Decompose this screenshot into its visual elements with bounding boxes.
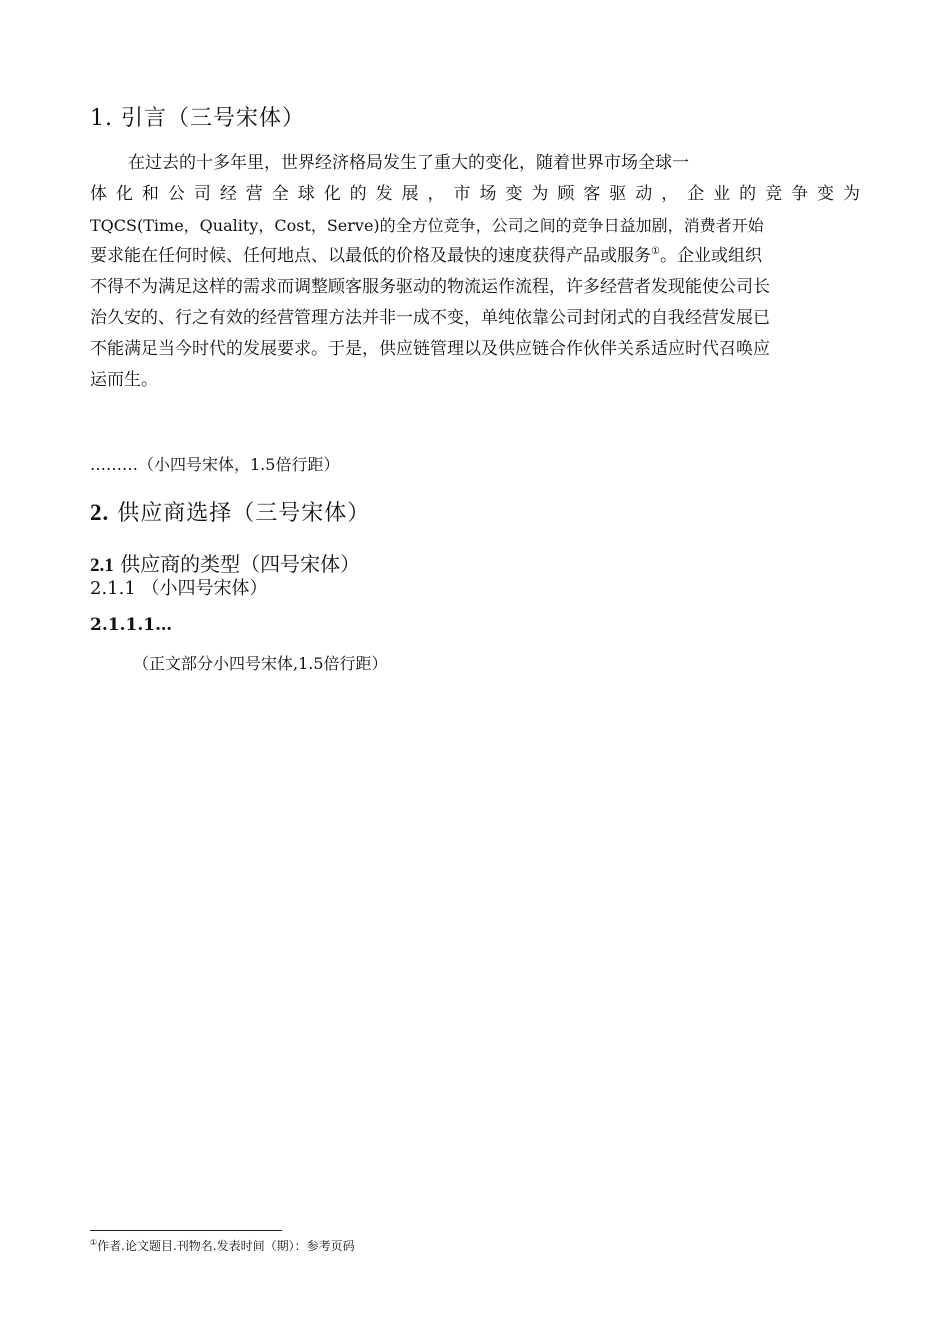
paragraph-line-5: 不得不为满足这样的需求而调整顾客服务驱动的物流运作流程，许多经营者发现能使公司长	[90, 277, 770, 297]
section-1-number: 1.	[90, 106, 113, 131]
paragraph-line-4	[90, 241, 860, 272]
section-2-number: 2.	[90, 500, 110, 525]
subsection-2-1-title: 供应商的类型（四号宋体）	[120, 552, 361, 576]
paragraph-line-4-text: 要求能在任何时候、任何地点、以最低的价格及最快的速度获得产品或服务	[90, 246, 651, 266]
intro-paragraph	[90, 148, 860, 396]
paragraph-line-4-tail: 。企业或组织	[659, 246, 762, 266]
paragraph-line-7: 不能满足当今时代的发展要求。于是，供应链管理以及供应链合作伙伴关系适应时代召唤应	[90, 339, 770, 359]
subsection-2-1-heading	[90, 548, 360, 577]
subsection-2-1-1-1-heading: 2.1.1.1…	[90, 615, 173, 635]
footnote-marker: ①	[90, 1238, 98, 1247]
paragraph-line-6: 治久安的、行之有效的经营管理方法并非一成不变，单纯依靠公司封闭式的自我经营发展已	[90, 308, 770, 328]
subsection-2-1-number: 2.1	[90, 555, 114, 576]
body-format-note: （正文部分小四号宋体,1.5倍行距）	[133, 654, 388, 673]
paragraph-line-2: 体化和公司经营全球化的发展，市场变为顾客驱动，企业的竞争变为	[90, 184, 860, 204]
footnote-text: 作者.论文题目.刊物名.发表时间（期）：参考页码	[97, 1239, 355, 1253]
footnote	[90, 1237, 355, 1254]
paragraph-line-8: 运而生。	[90, 370, 158, 390]
paragraph-line-1: 在过去的十多年里，世界经济格局发生了重大的变化，随着世界市场全球一	[128, 153, 689, 173]
section-2-heading	[90, 496, 370, 527]
footnote-divider	[90, 1230, 282, 1231]
section-1-heading	[90, 101, 305, 132]
format-note: ………（小四号宋体，1.5倍行距）	[90, 455, 340, 474]
section-2-title: 供应商选择（三号宋体）	[117, 501, 371, 526]
footnote-reference[interactable]: ①	[651, 246, 660, 257]
subsection-2-1-1-heading: 2.1.1 （小四号宋体）	[90, 578, 268, 599]
section-1-title: 引言（三号宋体）	[121, 106, 306, 131]
paragraph-line-3: TQCS(Time，Quality，Cost，Serve)的全方位竞争，公司之间的竞争日益加剧，消费者开始	[90, 216, 764, 235]
